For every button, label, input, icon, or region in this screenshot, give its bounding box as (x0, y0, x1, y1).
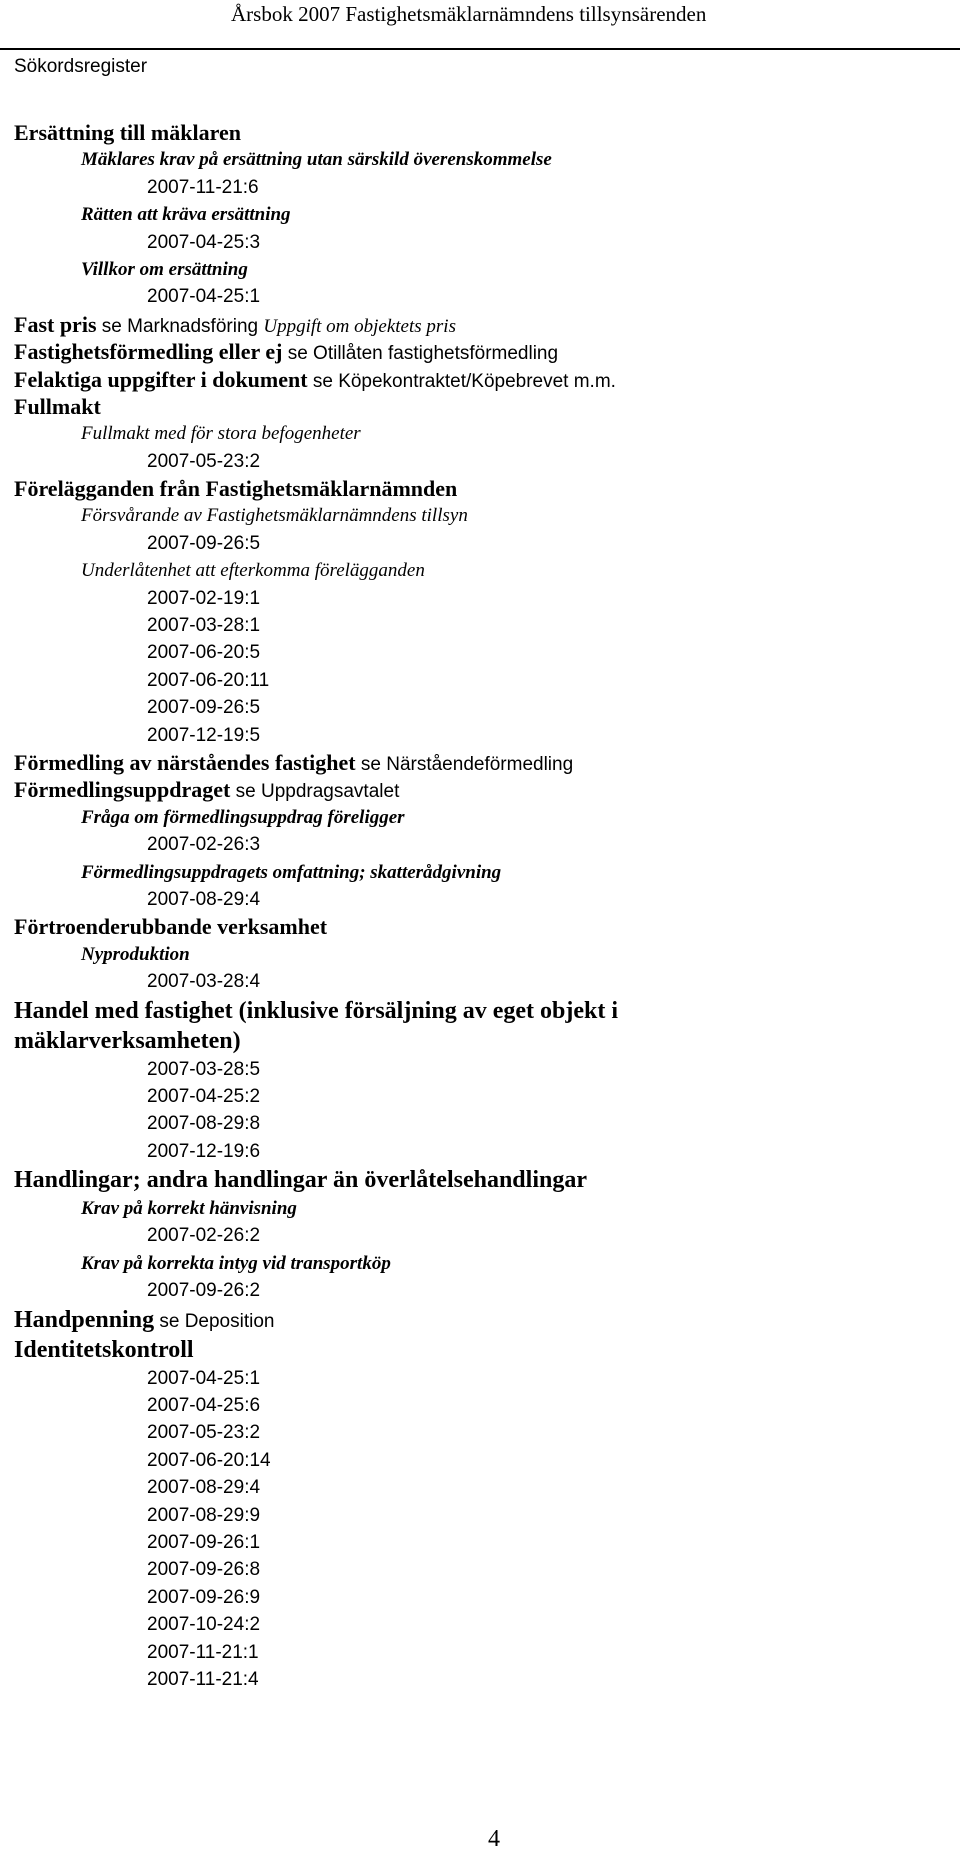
entry-text: Identitetskontroll (14, 1336, 194, 1363)
case-reference (0, 229, 960, 256)
entry-text: 2007-04-25:3 (147, 231, 261, 253)
case-reference (0, 1584, 960, 1611)
entry-text: 2007-10-24:2 (147, 1614, 261, 1636)
index-heading (0, 366, 960, 393)
section-label: Sökordsregister (14, 56, 148, 77)
index-heading (0, 776, 960, 803)
running-header-title: Årsbok 2007 Fastighetsmäklarnämndens tillsynsärenden (231, 2, 707, 26)
case-reference (0, 1419, 960, 1446)
case-reference (0, 639, 960, 666)
entry-text: 2007-06-20:14 (147, 1449, 271, 1471)
case-reference (0, 530, 960, 557)
see-reference-marker: se (96, 315, 128, 337)
cross-reference: Närståendeförmedling (386, 753, 574, 775)
case-reference (0, 831, 960, 858)
case-reference (0, 448, 960, 475)
case-reference (0, 1502, 960, 1529)
index-heading (0, 1305, 960, 1335)
entry-text: 2007-11-21:6 (147, 176, 259, 198)
cross-reference-subtopic: Uppgift om objektets pris (263, 315, 456, 337)
case-reference (0, 1474, 960, 1501)
entry-text: 2007-09-26:9 (147, 1586, 261, 1608)
see-reference-marker: se (282, 343, 314, 365)
entry-text: Fast pris (14, 311, 97, 337)
case-reference (0, 283, 960, 310)
entry-text: 2007-04-25:1 (147, 1367, 261, 1389)
index-heading (0, 311, 960, 338)
see-reference-marker: se (355, 753, 387, 775)
entry-text: Handel med fastighet (inklusive försäljning av eget objekt i (14, 997, 618, 1024)
entry-text: 2007-09-26:2 (147, 1280, 261, 1302)
entry-text: 2007-03-28:4 (147, 971, 261, 993)
cross-reference: Otillåten fastighetsförmedling (313, 343, 559, 365)
case-reference (0, 1277, 960, 1304)
index-list (0, 119, 960, 1693)
entry-text: 2007-02-26:2 (147, 1225, 261, 1247)
case-reference (0, 1138, 960, 1165)
entry-text: 2007-09-26:5 (147, 532, 261, 554)
case-reference (0, 1639, 960, 1666)
index-heading (0, 1335, 960, 1365)
entry-text: Mäklares krav på ersättning utan särskild överenskommelse (81, 149, 552, 171)
header-divider (0, 48, 960, 50)
entry-text: 2007-09-26:1 (147, 1531, 261, 1553)
entry-text: 2007-02-19:1 (147, 587, 261, 609)
entry-text: 2007-12-19:5 (147, 724, 261, 746)
index-subheading (0, 146, 960, 173)
entry-text: 2007-08-29:4 (147, 1477, 261, 1499)
entry-text: 2007-11-21:4 (147, 1668, 259, 1690)
case-reference (0, 1447, 960, 1474)
entry-text: 2007-11-21:1 (147, 1641, 259, 1663)
case-reference (0, 1666, 960, 1693)
entry-text: 2007-02-26:3 (147, 834, 261, 856)
entry-text: Fullmakt (14, 393, 101, 419)
entry-text: 2007-04-25:1 (147, 286, 261, 308)
case-reference (0, 1056, 960, 1083)
entry-text: Förmedlingsuppdragets omfattning; skatterådgivning (81, 861, 502, 883)
case-reference (0, 886, 960, 913)
index-heading (0, 393, 960, 420)
index-subheading (0, 941, 960, 968)
index-heading (0, 338, 960, 365)
entry-text: 2007-04-25:2 (147, 1085, 261, 1107)
entry-text: mäklarverksamheten) (14, 1027, 241, 1054)
entry-text: 2007-06-20:11 (147, 669, 270, 691)
entry-text: Krav på korrekt hänvisning (81, 1198, 297, 1220)
index-heading (0, 996, 960, 1026)
index-subheading (0, 1195, 960, 1222)
case-reference (0, 1365, 960, 1392)
entry-text: Handpenning (14, 1306, 155, 1333)
entry-text: Ersättning till mäklaren (14, 120, 241, 145)
cross-reference: Deposition (184, 1310, 275, 1332)
entry-text: Förmedlingsuppdraget (14, 777, 231, 803)
entry-text: 2007-08-29:4 (147, 888, 261, 910)
case-reference (0, 667, 960, 694)
case-reference (0, 1556, 960, 1583)
entry-text: 2007-08-29:8 (147, 1113, 261, 1135)
entry-text: Handlingar; andra handlingar än överlåtelsehandlingar (14, 1167, 587, 1194)
entry-text: Fastighetsförmedling eller ej (14, 339, 283, 365)
case-reference (0, 1611, 960, 1638)
entry-text: Fullmakt med för stora befogenheter (81, 423, 361, 445)
index-subheading (0, 557, 960, 584)
index-subheading (0, 1250, 960, 1277)
entry-text: Förelägganden från Fastighetsmäklarnämnden (14, 476, 458, 502)
index-heading (0, 749, 960, 776)
index-subheading (0, 201, 960, 228)
case-reference (0, 1392, 960, 1419)
index-heading (0, 119, 960, 146)
case-reference (0, 694, 960, 721)
entry-text: 2007-04-25:6 (147, 1395, 261, 1417)
entry-text: 2007-03-28:1 (147, 615, 261, 637)
entry-text: 2007-05-23:2 (147, 450, 261, 472)
page-number: 4 (488, 1826, 500, 1852)
case-reference (0, 968, 960, 995)
entry-text: Underlåtenhet att efterkomma förelägganden (81, 560, 425, 582)
entry-text: Nyproduktion (81, 943, 190, 965)
entry-text: Fråga om förmedlingsuppdrag föreligger (81, 806, 405, 828)
entry-text: 2007-09-26:5 (147, 697, 261, 719)
entry-text: Villkor om ersättning (81, 258, 248, 280)
index-heading (0, 475, 960, 502)
index-subheading (0, 420, 960, 447)
entry-text: Rätten att kräva ersättning (81, 204, 291, 226)
case-reference (0, 1222, 960, 1249)
entry-text: Förtroenderubbande verksamhet (14, 914, 328, 940)
index-subheading (0, 804, 960, 831)
see-reference-marker: se (154, 1310, 185, 1332)
case-reference (0, 612, 960, 639)
index-subheading (0, 859, 960, 886)
entry-text: Förmedling av närståendes fastighet (14, 749, 356, 775)
index-heading (0, 913, 960, 940)
entry-text: Försvårande av Fastighetsmäklarnämndens tillsyn (81, 505, 468, 527)
see-reference-marker: se (230, 781, 261, 803)
cross-reference: Köpekontraktet/Köpebrevet m.m. (338, 370, 616, 392)
index-subheading (0, 502, 960, 529)
case-reference (0, 585, 960, 612)
index-subheading (0, 256, 960, 283)
case-reference (0, 1529, 960, 1556)
cross-reference: Marknadsföring (127, 315, 264, 337)
entry-text: 2007-06-20:5 (147, 642, 261, 664)
see-reference-marker: se (307, 370, 339, 392)
case-reference (0, 1110, 960, 1137)
case-reference (0, 722, 960, 749)
entry-text: 2007-09-26:8 (147, 1559, 261, 1581)
entry-text: 2007-12-19:6 (147, 1140, 261, 1162)
case-reference (0, 1083, 960, 1110)
case-reference (0, 174, 960, 201)
cross-reference: Uppdragsavtalet (260, 781, 400, 803)
entry-text: Felaktiga uppgifter i dokument (14, 366, 308, 392)
entry-text: Krav på korrekta intyg vid transportköp (81, 1252, 391, 1274)
entry-text: 2007-08-29:9 (147, 1504, 261, 1526)
index-heading (0, 1026, 960, 1056)
entry-text: 2007-03-28:5 (147, 1058, 261, 1080)
index-heading (0, 1165, 960, 1195)
entry-text: 2007-05-23:2 (147, 1422, 261, 1444)
